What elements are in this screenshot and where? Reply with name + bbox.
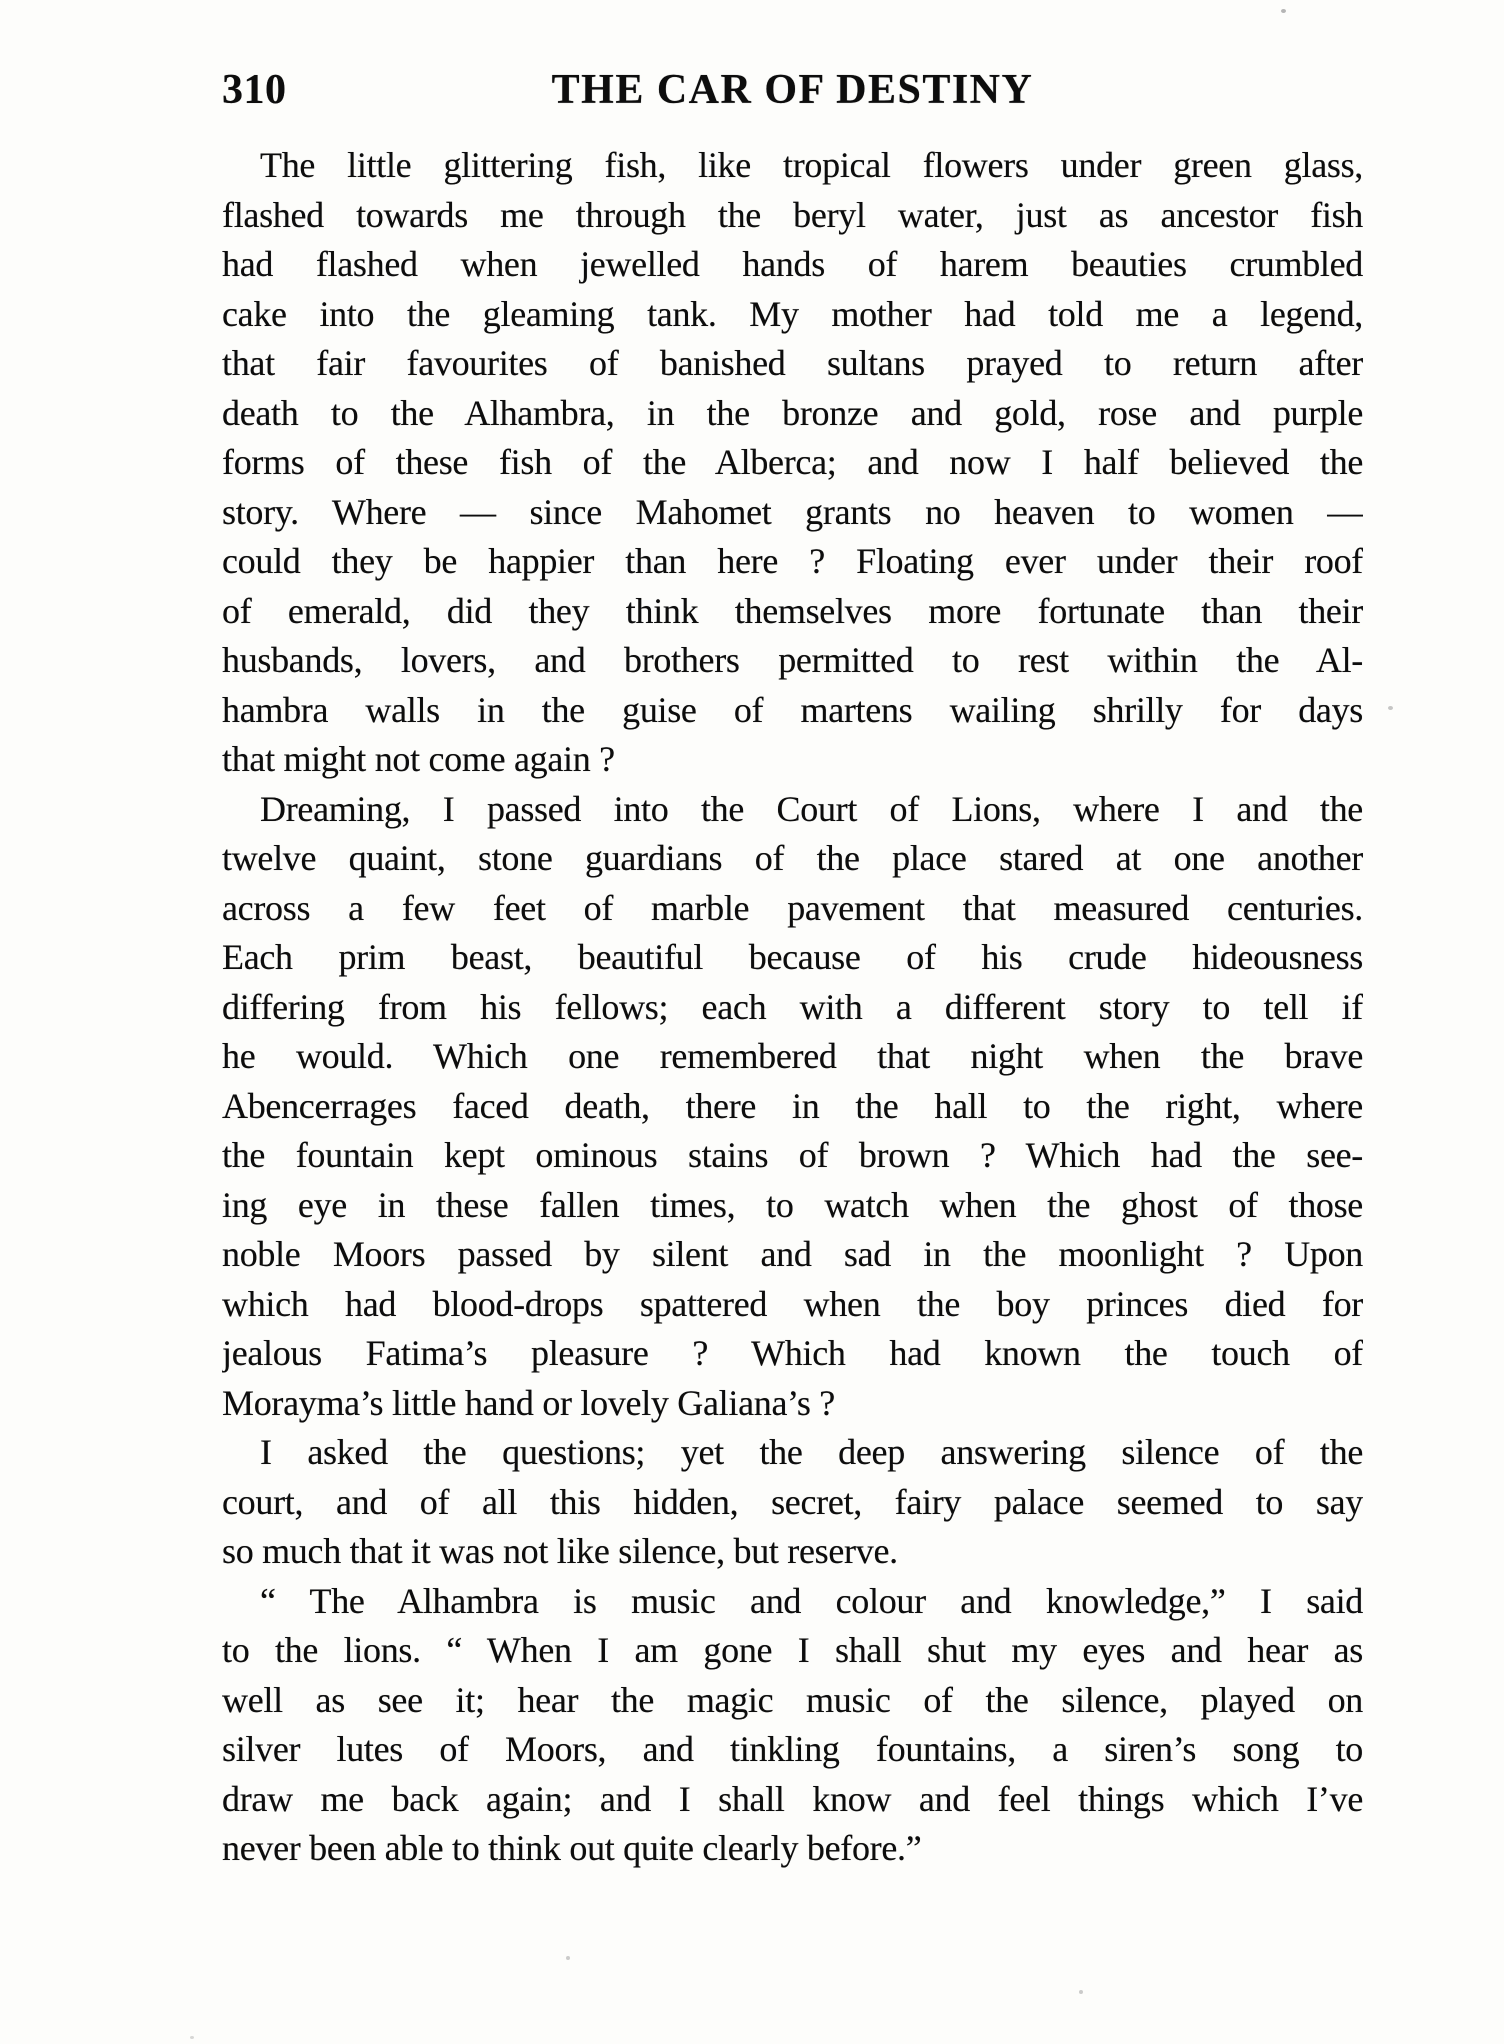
text-line: cake into the gleaming tank. My mother had told me a legend, (222, 293, 1363, 334)
text-line: twelve quaint, stone guardians of the place stared at one another (222, 838, 1363, 878)
text-line: flashed towards me through the beryl water, just as ancestor fish (222, 194, 1363, 235)
text-line: he would. Which one remembered that night when the brave (222, 1036, 1363, 1076)
text-line: silver lutes of Moors, and tinkling fountains, a siren’s song to (222, 1729, 1363, 1769)
scan-speck (190, 2036, 194, 2039)
text-line: draw me back again; and I shall know and feel things which I’ve (222, 1778, 1363, 1819)
text-line: Dreaming, I passed into the Court of Lions, where I and the (260, 788, 1363, 829)
scan-speck (1281, 9, 1286, 13)
text-line: well as see it; hear the magic music of the silence, played on (222, 1679, 1363, 1720)
text-line: to the lions. “ When I am gone I shall shut my eyes and hear as (222, 1630, 1363, 1670)
text-line: differing from his fellows; each with a different story to tell if (222, 986, 1363, 1027)
scan-speck (1388, 706, 1393, 710)
text-line: husbands, lovers, and brothers permitted to rest within the Al- (222, 640, 1363, 680)
text-line: “ The Alhambra is music and colour and knowledge,” I said (260, 1580, 1363, 1621)
text-line: across a few feet of marble pavement that measured centuries. (222, 887, 1363, 928)
text-line: Abencerrages faced death, there in the hall to the right, where (222, 1085, 1363, 1126)
paragraph (222, 785, 1363, 1429)
text-line: noble Moors passed by silent and sad in the moonlight ? Upon (222, 1234, 1363, 1274)
paragraph (222, 1577, 1363, 1874)
running-header-title: THE CAR OF DESTINY (551, 67, 1034, 113)
text-line: could they be happier than here ? Floating ever under their roof (222, 541, 1363, 581)
text-line: the fountain kept ominous stains of brown ? Which had the see- (222, 1135, 1363, 1175)
text-line: had flashed when jewelled hands of harem beauties crumbled (222, 244, 1363, 284)
text-line: of emerald, did they think themselves more fortunate than their (222, 590, 1363, 631)
paragraph (222, 1428, 1363, 1577)
running-header (222, 69, 1363, 121)
text-line: that fair favourites of banished sultans prayed to return after (222, 343, 1363, 383)
text-line: death to the Alhambra, in the bronze and gold, rose and purple (222, 392, 1363, 433)
text-line: story. Where — since Mahomet grants no heaven to women — (222, 491, 1363, 532)
scan-speck (1079, 1990, 1083, 1994)
text-line: that might not come again ? (222, 739, 615, 779)
text-line: forms of these fish of the Alberca; and now I half believed the (222, 442, 1363, 482)
text-line: which had blood-drops spattered when the boy princes died for (222, 1283, 1363, 1324)
text-line: I asked the questions; yet the deep answering silence of the (260, 1432, 1363, 1472)
scan-speck (566, 1956, 570, 1960)
paragraph (222, 141, 1363, 785)
text-line: so much that it was not like silence, but reserve. (222, 1531, 898, 1571)
text-line: The little glittering fish, like tropical flowers under green glass, (260, 145, 1363, 185)
text-line: hambra walls in the guise of martens wailing shrilly for days (222, 689, 1363, 730)
page-text (222, 141, 1363, 1874)
text-line: ing eye in these fallen times, to watch when the ghost of those (222, 1184, 1363, 1225)
text-line: court, and of all this hidden, secret, fairy palace seemed to say (222, 1481, 1363, 1522)
text-line: never been able to think out quite clearly before.” (222, 1828, 922, 1868)
text-line: Morayma’s little hand or lovely Galiana’s ? (222, 1382, 835, 1423)
text-line: jealous Fatima’s pleasure ? Which had known the touch of (222, 1333, 1363, 1373)
text-line: Each prim beast, beautiful because of his crude hideousness (222, 937, 1363, 977)
page-number: 310 (222, 67, 287, 113)
